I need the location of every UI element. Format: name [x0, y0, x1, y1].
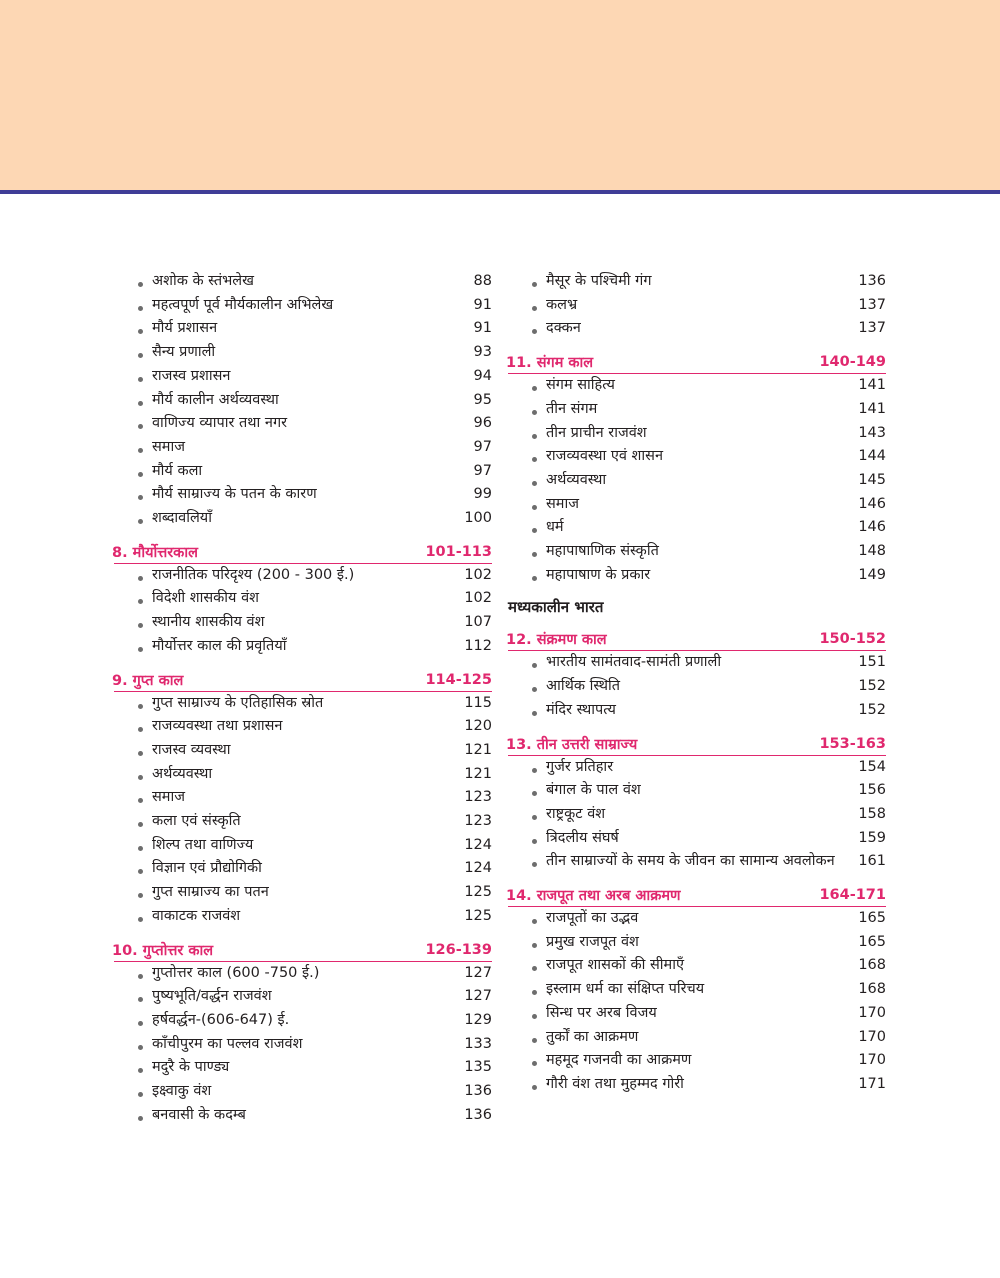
toc-entry[interactable]	[112, 564, 492, 588]
entry-page-number: 88	[473, 273, 492, 289]
entry-title: त्रिदलीय संघर्ष	[546, 829, 619, 846]
entry-title: राजपूत शासकों की सीमाएँ	[546, 957, 684, 974]
toc-entry[interactable]	[506, 294, 886, 318]
toc-entry[interactable]	[112, 341, 492, 365]
chapter-pages: 140-149	[819, 354, 886, 371]
entry-title: अर्थव्यवस्था	[546, 471, 607, 488]
chapter-title: 9. गुप्त काल	[112, 672, 184, 689]
bullet-icon	[138, 282, 143, 287]
toc-entry[interactable]	[506, 445, 886, 469]
bullet-icon	[138, 751, 143, 756]
entry-page-number: 137	[858, 320, 886, 337]
entry-page-number: 135	[464, 1059, 492, 1076]
toc-group	[506, 270, 886, 341]
toc-entry[interactable]	[112, 412, 492, 436]
entry-page-number: 95	[473, 391, 492, 408]
entry-page-number: 100	[464, 510, 492, 527]
entry-title: समाज	[152, 789, 185, 806]
entry-page-number: 145	[858, 471, 886, 488]
entry-page-number: 129	[464, 1011, 492, 1028]
toc-entry[interactable]	[506, 1002, 886, 1026]
entry-page-number: 120	[464, 718, 492, 735]
chapter-pages: 153-163	[819, 735, 886, 752]
entry-title: मौर्य कला	[152, 462, 203, 479]
entry-title: संगम साहित्य	[546, 377, 615, 394]
entry-page-number: 158	[858, 805, 886, 822]
chapter-14-items	[506, 907, 886, 1097]
bullet-icon	[138, 647, 143, 652]
toc-entry[interactable]	[506, 931, 886, 955]
entry-page-number: 127	[464, 964, 492, 981]
entry-title: आर्थिक स्थिति	[546, 678, 620, 695]
entry-title: काँचीपुरम का पल्लव राजवंश	[152, 1035, 303, 1052]
toc-entry[interactable]	[112, 692, 492, 716]
toc-entry[interactable]	[506, 850, 886, 874]
entry-page-number: 144	[858, 448, 886, 465]
toc-entry[interactable]	[112, 1080, 492, 1104]
bullet-icon	[138, 1021, 143, 1026]
toc-entry[interactable]	[506, 675, 886, 699]
entry-title: मौर्य साम्राज्य के पतन के कारण	[152, 486, 317, 503]
toc-entry[interactable]	[506, 978, 886, 1002]
entry-title: बंगाल के पाल वंश	[546, 782, 641, 799]
bullet-icon	[532, 711, 537, 716]
toc-entry[interactable]	[112, 810, 492, 834]
entry-title: तीन संगम	[546, 400, 598, 417]
bullet-icon	[532, 1038, 537, 1043]
bullet-icon	[138, 472, 143, 477]
bullet-icon	[138, 917, 143, 922]
toc-entry[interactable]	[506, 651, 886, 675]
toc-entry[interactable]	[112, 1104, 492, 1128]
entry-title: राजस्व प्रशासन	[152, 367, 231, 384]
entry-page-number: 123	[464, 789, 492, 806]
bullet-icon	[138, 448, 143, 453]
toc-entry[interactable]	[506, 779, 886, 803]
chapter-12-items	[506, 651, 886, 722]
toc-entry[interactable]	[112, 389, 492, 413]
entry-title: पुष्यभूति/वर्द्धन राजवंश	[152, 988, 272, 1005]
entry-page-number: 124	[464, 860, 492, 877]
toc-entry[interactable]	[506, 270, 886, 294]
entry-title: समाज	[152, 438, 185, 455]
bullet-icon	[532, 505, 537, 510]
entry-title: राजव्यवस्था एवं शासन	[546, 448, 664, 465]
toc-entry[interactable]	[112, 635, 492, 659]
toc-entry[interactable]	[112, 881, 492, 905]
entry-title: सिन्ध पर अरब विजय	[546, 1004, 657, 1021]
toc-entry[interactable]	[506, 374, 886, 398]
chapter-pages: 164-171	[819, 887, 886, 904]
entry-page-number: 102	[464, 566, 492, 583]
entry-page-number: 99	[473, 486, 492, 503]
toc-entry[interactable]	[506, 1049, 886, 1073]
entry-page-number: 141	[858, 400, 886, 417]
toc-entry[interactable]	[506, 493, 886, 517]
bullet-icon	[138, 576, 143, 581]
toc-entry[interactable]	[112, 763, 492, 787]
entry-title: तुर्कों का आक्रमण	[546, 1028, 639, 1045]
toc-entry[interactable]	[112, 786, 492, 810]
entry-title: महत्वपूर्ण पूर्व मौर्यकालीन अभिलेख	[152, 296, 334, 313]
entry-title: अर्थव्यवस्था	[152, 765, 213, 782]
entry-page-number: 141	[858, 377, 886, 394]
header-band	[0, 0, 1000, 190]
entry-title: राष्ट्रकूट वंश	[546, 805, 606, 822]
bullet-icon	[532, 306, 537, 311]
entry-page-number: 91	[473, 320, 492, 337]
entry-title: दक्कन	[546, 320, 581, 337]
chapter-11-heading[interactable]	[506, 350, 886, 374]
bullet-icon	[532, 481, 537, 486]
chapter-9-heading[interactable]	[112, 668, 492, 692]
entry-title: मौर्य कालीन अर्थव्यवस्था	[152, 391, 279, 408]
entry-page-number: 143	[858, 424, 886, 441]
chapter-11-items	[506, 374, 886, 587]
toc-entry[interactable]	[112, 317, 492, 341]
toc-entry[interactable]	[112, 715, 492, 739]
entry-page-number: 102	[464, 590, 492, 607]
entry-title: गुप्त साम्राज्य के एतिहासिक स्रोत	[152, 694, 324, 711]
entry-title: महमूद गजनवी का आक्रमण	[546, 1052, 692, 1069]
bullet-icon	[532, 552, 537, 557]
entry-page-number: 93	[473, 344, 492, 361]
chapter-9-items	[112, 692, 492, 929]
entry-page-number: 152	[858, 678, 886, 695]
entry-title: राजपूतों का उद्भव	[546, 910, 639, 927]
bullet-icon	[532, 839, 537, 844]
entry-page-number: 168	[858, 981, 886, 998]
toc-entry[interactable]	[112, 739, 492, 763]
entry-page-number: 125	[464, 884, 492, 901]
entry-page-number: 97	[473, 462, 492, 479]
entry-title: महापाषाणिक संस्कृति	[546, 543, 659, 560]
toc-entry[interactable]	[506, 803, 886, 827]
toc-entry[interactable]	[112, 483, 492, 507]
bullet-icon	[138, 519, 143, 524]
chapter-8-heading[interactable]	[112, 540, 492, 564]
entry-title: विदेशी शासकीय वंश	[152, 590, 259, 607]
toc-entry[interactable]	[112, 436, 492, 460]
entry-page-number: 149	[858, 566, 886, 583]
entry-page-number: 91	[473, 296, 492, 313]
entry-page-number: 171	[858, 1075, 886, 1092]
entry-title: महापाषाण के प्रकार	[546, 566, 651, 583]
entry-title: मौर्य प्रशासन	[152, 320, 218, 337]
entry-page-number: 133	[464, 1035, 492, 1052]
bullet-icon	[532, 410, 537, 415]
entry-title: हर्षवर्द्धन-(606-647) ई.	[152, 1011, 290, 1028]
entry-title: बनवासी के कदम्ब	[152, 1106, 246, 1123]
entry-page-number: 125	[464, 907, 492, 924]
entry-title: शब्दावलियाँ	[152, 510, 212, 527]
toc-entry[interactable]	[112, 611, 492, 635]
toc-entry[interactable]	[506, 564, 886, 588]
toc-entry[interactable]	[112, 365, 492, 389]
entry-page-number: 161	[858, 853, 886, 870]
bullet-icon	[138, 1116, 143, 1121]
entry-title: राजनीतिक परिदृश्य (200 - 300 ई.)	[152, 566, 355, 583]
bullet-icon	[532, 1085, 537, 1090]
entry-title: गुप्तोत्तर काल (600 -750 ई.)	[152, 964, 320, 981]
entry-page-number: 96	[473, 415, 492, 432]
chapter-10-items	[112, 962, 492, 1128]
entry-title: तीन प्राचीन राजवंश	[546, 424, 647, 441]
entry-page-number: 136	[858, 273, 886, 289]
entry-page-number: 115	[464, 694, 492, 711]
toc-entry[interactable]	[112, 460, 492, 484]
entry-title: तीन साम्राज्यों के समय के जीवन का सामान्य अवलोकन	[546, 853, 835, 870]
chapter-12-heading[interactable]	[506, 627, 886, 651]
chapter-title: 12. संक्रमण काल	[506, 632, 607, 649]
entry-page-number: 127	[464, 988, 492, 1005]
entry-title: राजस्व व्यवस्था	[152, 741, 231, 758]
toc-entry[interactable]	[506, 827, 886, 851]
entry-title: समाज	[546, 495, 579, 512]
entry-title: मदुरै के पाण्ड्य	[152, 1059, 230, 1076]
entry-page-number: 136	[464, 1106, 492, 1123]
toc-entry[interactable]	[112, 985, 492, 1009]
entry-title: गौरी वंश तथा मुहम्मद गोरी	[546, 1075, 684, 1092]
entry-page-number: 170	[858, 1028, 886, 1045]
entry-title: राजव्यवस्था तथा प्रशासन	[152, 718, 283, 735]
bullet-icon	[138, 377, 143, 382]
entry-title: सैन्य प्रणाली	[152, 344, 216, 361]
bullet-icon	[138, 775, 143, 780]
entry-page-number: 107	[464, 614, 492, 631]
chapter-title: 10. गुप्तोत्तर काल	[112, 942, 214, 959]
entry-title: अशोक के स्तंभलेख	[152, 273, 254, 289]
entry-page-number: 151	[858, 654, 886, 671]
chapter-8-items	[112, 564, 492, 659]
entry-title: स्थानीय शासकीय वंश	[152, 614, 265, 631]
bullet-icon	[138, 846, 143, 851]
entry-page-number: 165	[858, 910, 886, 927]
entry-title: वाणिज्य व्यापार तथा नगर	[152, 415, 288, 432]
chapter-title: 13. तीन उत्तरी साम्राज्य	[506, 736, 638, 753]
entry-title: गुप्त साम्राज्य का पतन	[152, 884, 269, 901]
entry-page-number: 148	[858, 543, 886, 560]
entry-page-number: 123	[464, 813, 492, 830]
entry-title: विज्ञान एवं प्रौद्योगिकी	[152, 860, 262, 877]
chapter-pages: 101-113	[425, 543, 492, 560]
entry-title: इक्ष्वाकु वंश	[152, 1083, 212, 1100]
entry-title: मौर्योत्तर काल की प्रवृतियाँ	[152, 637, 287, 654]
bullet-icon	[532, 1014, 537, 1019]
chapter-title: 8. मौर्योत्तरकाल	[112, 544, 198, 561]
entry-page-number: 124	[464, 836, 492, 853]
entry-page-number: 146	[858, 519, 886, 536]
toc-entry[interactable]	[112, 834, 492, 858]
entry-title: कला एवं संस्कृति	[152, 813, 241, 830]
bullet-icon	[138, 704, 143, 709]
entry-page-number: 170	[858, 1052, 886, 1069]
chapter-13-heading[interactable]	[506, 732, 886, 756]
chapter-13-items	[506, 756, 886, 875]
bullet-icon	[138, 401, 143, 406]
bullet-icon	[532, 943, 537, 948]
chapter-title: 14. राजपूत तथा अरब आक्रमण	[506, 888, 681, 905]
toc-entry[interactable]	[506, 756, 886, 780]
entry-title: कलभ्र	[546, 296, 578, 313]
entry-page-number: 152	[858, 701, 886, 718]
section-title: मध्यकालीन भारत	[508, 598, 604, 617]
bullet-icon	[532, 434, 537, 439]
toc-entry[interactable]	[112, 1056, 492, 1080]
chapter-title: 11. संगम काल	[506, 355, 594, 372]
toc-right-column	[506, 270, 886, 1097]
entry-page-number: 121	[464, 741, 492, 758]
bullet-icon	[532, 576, 537, 581]
toc-entry[interactable]	[506, 422, 886, 446]
toc-entry[interactable]	[506, 907, 886, 931]
toc-entry[interactable]	[506, 954, 886, 978]
entry-page-number: 168	[858, 957, 886, 974]
entry-title: धर्म	[546, 519, 564, 536]
entry-page-number: 154	[858, 758, 886, 775]
toc-entry[interactable]	[506, 516, 886, 540]
toc-entry[interactable]	[112, 587, 492, 611]
entry-page-number: 136	[464, 1083, 492, 1100]
entry-title: मंदिर स्थापत्य	[546, 701, 616, 718]
entry-page-number: 159	[858, 829, 886, 846]
toc-entry[interactable]	[506, 540, 886, 564]
toc-entry[interactable]	[112, 1033, 492, 1057]
entry-title: इस्लाम धर्म का संक्षिप्त परिचय	[546, 981, 705, 998]
entry-page-number: 156	[858, 782, 886, 799]
entry-page-number: 97	[473, 438, 492, 455]
entry-page-number: 137	[858, 296, 886, 313]
entry-title: प्रमुख राजपूत वंश	[546, 933, 639, 950]
entry-page-number: 165	[858, 933, 886, 950]
toc-entry[interactable]	[112, 294, 492, 318]
toc-entry[interactable]	[112, 962, 492, 986]
chapter-14-heading[interactable]	[506, 883, 886, 907]
bullet-icon	[532, 768, 537, 773]
toc-entry[interactable]	[506, 699, 886, 723]
entry-title: शिल्प तथा वाणिज्य	[152, 836, 254, 853]
toc-group	[112, 270, 492, 531]
toc-entry[interactable]	[506, 317, 886, 341]
bullet-icon	[138, 306, 143, 311]
bullet-icon	[138, 1045, 143, 1050]
toc-left-column	[112, 270, 492, 1128]
chapter-10-heading[interactable]	[112, 938, 492, 962]
entry-title: मैसूर के पश्चिमी गंग	[546, 273, 652, 289]
entry-page-number: 121	[464, 765, 492, 782]
entry-page-number: 170	[858, 1004, 886, 1021]
toc-entry[interactable]	[112, 905, 492, 929]
toc-entry[interactable]	[112, 1009, 492, 1033]
toc-entry[interactable]	[506, 1073, 886, 1097]
chapter-pages: 126-139	[425, 941, 492, 958]
toc-entry[interactable]	[506, 398, 886, 422]
toc-entry[interactable]	[112, 857, 492, 881]
bullet-icon	[532, 815, 537, 820]
entry-page-number: 146	[858, 495, 886, 512]
toc-entry[interactable]	[506, 1026, 886, 1050]
toc-entry[interactable]	[506, 469, 886, 493]
entry-title: भारतीय सामंतवाद-सामंती प्रणाली	[546, 654, 722, 671]
toc-entry[interactable]	[112, 507, 492, 531]
entry-page-number: 94	[473, 367, 492, 384]
entry-title: वाकाटक राजवंश	[152, 907, 241, 924]
entry-page-number: 112	[464, 637, 492, 654]
chapter-pages: 114-125	[425, 671, 492, 688]
header-rule	[0, 190, 1000, 194]
chapter-pages: 150-152	[819, 631, 886, 648]
toc-entry[interactable]	[112, 270, 492, 294]
entry-title: गुर्जर प्रतिहार	[546, 758, 614, 775]
bullet-icon	[532, 282, 537, 287]
bullet-icon	[138, 974, 143, 979]
